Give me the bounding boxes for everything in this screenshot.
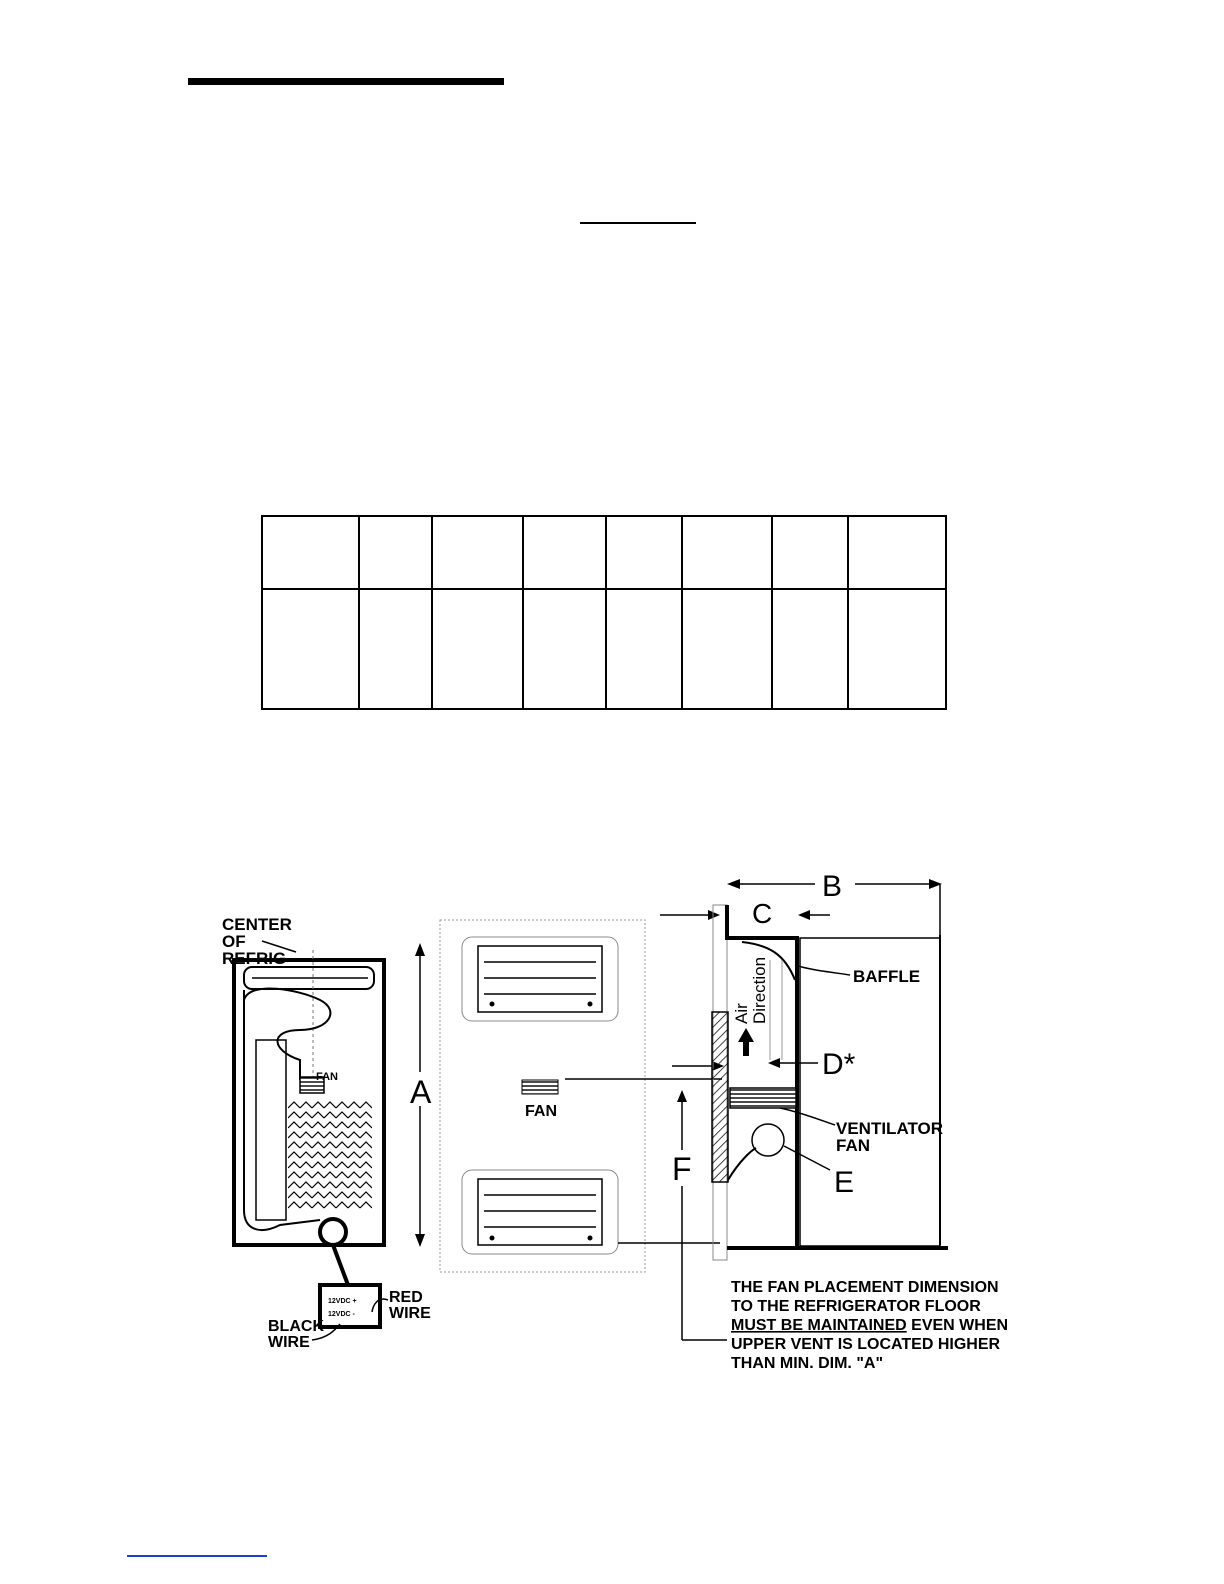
wall-section-hatched [712,1012,728,1182]
wall-top-arrow [708,910,720,920]
note-line-4: UPPER VENT IS LOCATED HIGHER [731,1336,1001,1353]
label-fan-small: FAN [316,1071,338,1083]
label-black: BLACK [268,1318,324,1335]
exterior-wall-view [408,910,727,1340]
lower-vent-screw [490,1236,495,1241]
label-a: A [410,1074,432,1110]
note-emphasis: MUST BE MAINTAINED [731,1317,907,1334]
plug-connection [320,1219,346,1245]
dimension-a-arrow-bottom [415,1234,425,1247]
label-air: Air [732,1003,751,1024]
internal-pipes [770,960,782,1060]
note-line-1: THE FAN PLACEMENT DIMENSION [731,1279,999,1296]
label-ventilator: VENTILATOR [836,1119,944,1138]
label-center: CENTER [222,915,292,934]
cross-section-view [712,868,1008,1372]
plug-top-label: 12VDC + [328,1298,357,1305]
label-direction: Direction [750,956,769,1024]
label-fan-mid: FAN [525,1103,557,1120]
ventilator-fan [730,1088,796,1108]
burner-e [752,1124,784,1156]
plug-bottom-label: 12VDC - [328,1311,355,1318]
label-e: E [834,1166,855,1199]
footer-link-rule [127,1555,267,1557]
upper-vent [462,937,618,1021]
label-b: B [822,870,843,903]
label-c: C [752,898,773,929]
label-baffle: BAFFLE [853,967,921,986]
wall-panel-outline [440,920,645,1272]
upper-vent-screw [588,1002,593,1007]
label-red: RED [389,1289,423,1306]
label-black-wire: WIRE [268,1334,310,1351]
note-line-3-rest: EVEN WHEN [906,1317,1009,1334]
burner-tube [728,1148,756,1180]
note-line-2: TO THE REFRIGERATOR FLOOR [731,1298,981,1315]
ventilator-leader [780,1108,835,1125]
upper-vent-grille [478,946,602,1012]
upper-vent-frame [462,937,618,1021]
upper-vent-screw [490,1002,495,1007]
note-line-3 [731,1317,1008,1334]
plug-leader [333,1245,348,1285]
lower-vent-grille [478,1179,602,1245]
note-line-5: THAN MIN. DIM. "A" [731,1355,884,1372]
fan-position-icon [522,1080,558,1094]
label-of: OF [222,932,246,951]
dimension-f-arrow-top [677,1090,687,1102]
label-red-wire: WIRE [389,1305,431,1322]
dimension-a-arrow-top [415,943,425,956]
absorber [256,1040,286,1220]
condenser-fins [288,1100,372,1210]
label-ventilator-fan: FAN [836,1136,870,1155]
label-refrig: REFRIG [222,949,287,968]
refrigerator-back-view [222,915,431,1351]
lower-vent-frame [462,1170,618,1254]
air-direction-arrow [738,1028,754,1056]
dimension-b-arrow-left [727,879,740,889]
baffle-leader [795,965,850,975]
dimension-e-pointer [784,1146,830,1170]
plug-detail [320,1285,380,1327]
cooling-pipe [244,988,330,1080]
label-d: D* [822,1048,856,1081]
lower-vent-screw [588,1236,593,1241]
label-f: F [672,1151,692,1187]
lower-vent [462,1170,618,1254]
dimension-c-arrow [798,910,810,920]
